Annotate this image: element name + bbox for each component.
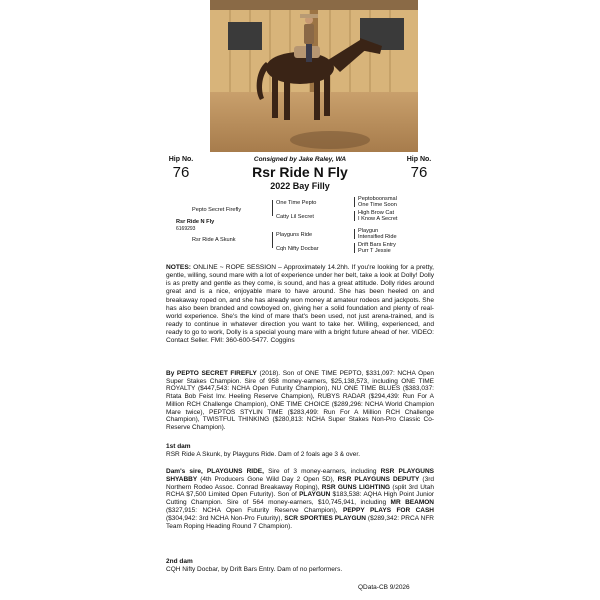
dams-sire-offspring: RSR PLAYGUNS SHYABBY	[166, 468, 434, 483]
dams-sire-text: (3rd Northern Rodeo Assoc. Conrad Breakaway Roping),	[166, 475, 434, 491]
catalog-page	[166, 0, 434, 600]
dams-sire-offspring: RSR PLAYGUNS DEPUTY	[337, 475, 420, 483]
dams-sire-text: ($289,342: PRCA NFR Team Roping Heading Round 7 Champion).	[166, 514, 434, 530]
pedigree-sire-dam: Catty Lil Secret	[276, 214, 314, 220]
horse-photo-illustration	[210, 0, 418, 152]
dams-sire-text: $183,538: AQHA High Point Junior Cutting Champion. Sire of 564 money-earners, $10,745,941, including	[166, 491, 434, 507]
pedigree-sire: Pepto Secret Firefly	[192, 207, 242, 213]
dams-sire-text: ($304,942: 3rd NCHA Non-Pro Futurity),	[166, 514, 285, 522]
pedigree-dam-dam: Cqh Nifty Docbar	[276, 246, 319, 252]
pedigree-brace	[354, 243, 355, 253]
pedigree-brace	[354, 229, 355, 239]
pedigree-g6: Intensified Ride	[358, 234, 397, 240]
dams-sire-offspring: PLAYGUN	[299, 491, 331, 499]
horse-name: Rsr Ride N Fly	[252, 164, 348, 180]
second-dam-heading: 2nd dam	[166, 558, 193, 565]
notes-paragraph	[166, 264, 434, 346]
pedigree-sire-sire: One Time Pepto	[276, 200, 317, 206]
dams-sire-offspring: MR BEAMON	[390, 499, 434, 507]
sire-section	[166, 370, 434, 432]
pedigree-g8: Purr T Jessie	[358, 248, 391, 254]
pedigree-g2: One Time Soon	[358, 202, 397, 208]
notes-text: ONLINE ~ ROPE SESSION – Approximately 14.2hh. If you're looking for a pretty, gentle, willing, sound mare with a lot of experience under her belt, take a look at Dolly! Dolly is as pretty and gentle as they come, is sound, and has a great attitude. Dolly rides around great and is a nice, enjoyable mare to have around. She has been heeled on and breakaway roped on, and she has already won money at amateur rodeos and jackpots. She has also been branded and cowboyed on, giving her a solid foundation and plenty of real-world experience. She's the kind of mare that's been used, not just arena-trained, and is ready to continue in whatever direction you want to take her. Willing, experienced, and ready to go to work, Dolly is a special young mare with a bright future ahead of her. VIDEO: Contact Seller. FMI: 360-600-5477. Coggins	[166, 264, 434, 345]
dams-sire-offspring: PEPPY PLAYS FOR CASH	[342, 506, 434, 514]
pedigree-brace	[272, 200, 273, 216]
pedigree-g1: Peptoboonsmal	[358, 196, 397, 202]
consignor: Consigned by Jake Raley, WA	[253, 156, 347, 163]
dams-sire-offspring: SCR SPORTIES PLAYGUN	[284, 514, 366, 522]
pedigree-subject: Rsr Ride N Fly	[176, 219, 215, 225]
second-dam-section	[166, 558, 434, 573]
dams-sire-text: (4th Producers Gone Wild Day 2 Open 5D),	[197, 475, 338, 483]
pedigree-brace	[354, 197, 355, 207]
sire-name: PEPTO SECRET FIREFLY	[176, 370, 257, 377]
footer-code: QData-CB 9/2026	[358, 584, 410, 591]
hip-number: 76	[172, 164, 190, 181]
sire-text: (2018). Son of ONE TIME PEPTO, $331,097: NCHA Open Super Stakes Champion. Sire of 958 money-earners, $25,138,573, including ONE TIME ROYALTY ($447,543: NCHA Open Futurity Champion), NU ONE TIME BLUES ($383,037: Rtata Bob Feist Inv. Heeling Reserve Champion), RUBYS RADAR ($294,439: Run For A Million RCH Challenge Champion), ONE TIME CHOICE ($289,296: NCHA World Champion Mare twice), PEPTOS STYLIN TIME ($283,499: Run For A Million RCH Challenge Champion), TWISTFUL THINKING ($280,813: NCHA Super Stakes Non-Pro Classic Co-Reserve Champion).	[166, 370, 434, 431]
pedigree-brace	[354, 211, 355, 221]
pedigree-g7: Drift Bars Entry	[358, 242, 396, 248]
first-dam-heading: 1st dam	[166, 443, 191, 450]
foaled-description: 2022 Bay Filly	[270, 181, 330, 191]
pedigree-g4: I Know A Secret	[358, 216, 398, 222]
dams-sire-label: Dam's sire,	[166, 468, 207, 475]
pedigree-dam-sire: Playguns Ride	[276, 232, 313, 238]
pedigree-dam: Rsr Ride A Skunk	[192, 237, 236, 243]
pedigree-g3: High Brow Cat	[358, 210, 395, 216]
hip-number: 76	[410, 164, 428, 181]
dams-sire-text: Sire of 3 money-earners, including	[263, 468, 381, 475]
hip-label: Hip No.	[168, 156, 194, 163]
pedigree-g5: Playgun	[358, 228, 379, 234]
dams-sire-name: PLAYGUNS RIDE,	[206, 468, 264, 475]
dams-sire-offspring: RSR GUNS LIGHTING	[321, 483, 391, 491]
first-dam-section	[166, 443, 434, 458]
notes-label: NOTES:	[166, 264, 191, 271]
horse-photo	[210, 0, 418, 152]
second-dam-text: CQH Nifty Docbar, by Drift Bars Entry. Dam of no performers.	[166, 565, 343, 573]
dams-sire-section	[166, 468, 434, 530]
first-dam-text: RSR Ride A Skunk, by Playguns Ride. Dam of 2 foals age 3 & over.	[166, 450, 361, 458]
hip-label: Hip No.	[406, 156, 432, 163]
dams-sire-text: ($327,915: NCHA Open Futurity Reserve Champion),	[166, 506, 343, 514]
pedigree-registration: 6169293	[176, 226, 196, 232]
pedigree-brace	[272, 232, 273, 248]
dams-sire-text: (split 3rd Utah RCHA $7,500 Limited Open Futurity). Son of	[166, 483, 435, 499]
sire-by: By	[166, 370, 177, 377]
